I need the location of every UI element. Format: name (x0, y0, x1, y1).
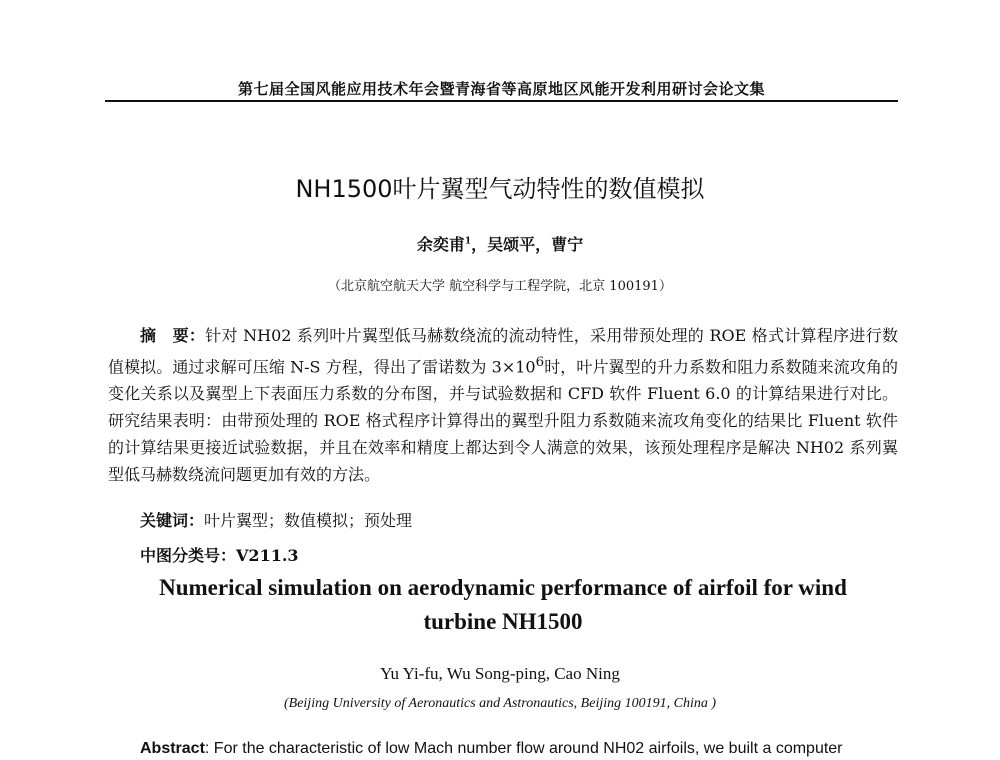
chinese-clc-label: 中图分类号： (140, 546, 237, 565)
chinese-affiliation: （北京航空航天大学 航空科学与工程学院，北京 100191） (328, 279, 672, 294)
english-abstract-text: : For the characteristic of low Mach number flow around NH02 airfoils, we built a computer (204, 740, 843, 757)
chinese-abstract-exponent: 6 (535, 355, 545, 370)
english-abstract-label: Abstract (140, 740, 205, 757)
running-header: 第七届全国风能应用技术年会暨青海省等高原地区风能开发利用研讨会论文集 (237, 80, 765, 98)
chinese-keywords-label: 关键词： (140, 511, 205, 530)
chinese-clc-value: V211.3 (236, 546, 299, 565)
english-title-line-2: turbine NH1500 (423, 609, 583, 634)
chinese-keywords (140, 508, 412, 531)
english-title (108, 571, 898, 639)
chinese-abstract-label: 摘 要： (140, 326, 206, 345)
chinese-keywords-text: 叶片翼型；数值模拟；预处理 (204, 511, 413, 530)
english-abstract (140, 740, 900, 758)
header-rule (105, 100, 898, 102)
chinese-author-affiliation-mark: 1 (464, 236, 472, 247)
chinese-abstract-text-b: 时，叶片翼型的升力系数和阻力系数随来流攻角的变化关系以及翼型上下表面压力系数的分布图，并与试验数据和 CFD 软件 Fluent 6.0 的计算结果进行对比。研究结果表明：由带预处理的 ROE 格式程序计算得出的翼型升阻力系数随来流攻角变化的结果比 Fluent 软件的计算结果更接近试验数据，并且在效率和精度上都达到令人满意的效果，该预处理程序是解决 NH02 系列翼型低马赫数绕流问题更加有效的方法。 (108, 357, 898, 485)
chinese-clc-number (140, 543, 299, 566)
chinese-authors (0, 232, 1000, 255)
english-authors: Yu Yi-fu, Wu Song-ping, Cao Ning (380, 664, 620, 683)
chinese-abstract (108, 322, 898, 488)
chinese-abstract-text-a: 针对 NH02 系列叶片翼型低马赫数绕流的流动特性，采用带预处理的 ROE 格式计算程序进行数值模拟。通过求解可压缩 N-S 方程，得出了雷诺数为 3×10 (108, 326, 898, 377)
chinese-first-author: 余奕甫 (416, 235, 465, 254)
english-title-line-1: Numerical simulation on aerodynamic performance of airfoil for wind (159, 575, 847, 600)
chinese-title: NH1500叶片翼型气动特性的数值模拟 (295, 175, 705, 203)
chinese-other-authors: ，吴颂平，曹宁 (471, 235, 584, 254)
english-affiliation: (Beijing University of Aeronautics and Astronautics, Beijing 100191, China ) (283, 696, 717, 711)
